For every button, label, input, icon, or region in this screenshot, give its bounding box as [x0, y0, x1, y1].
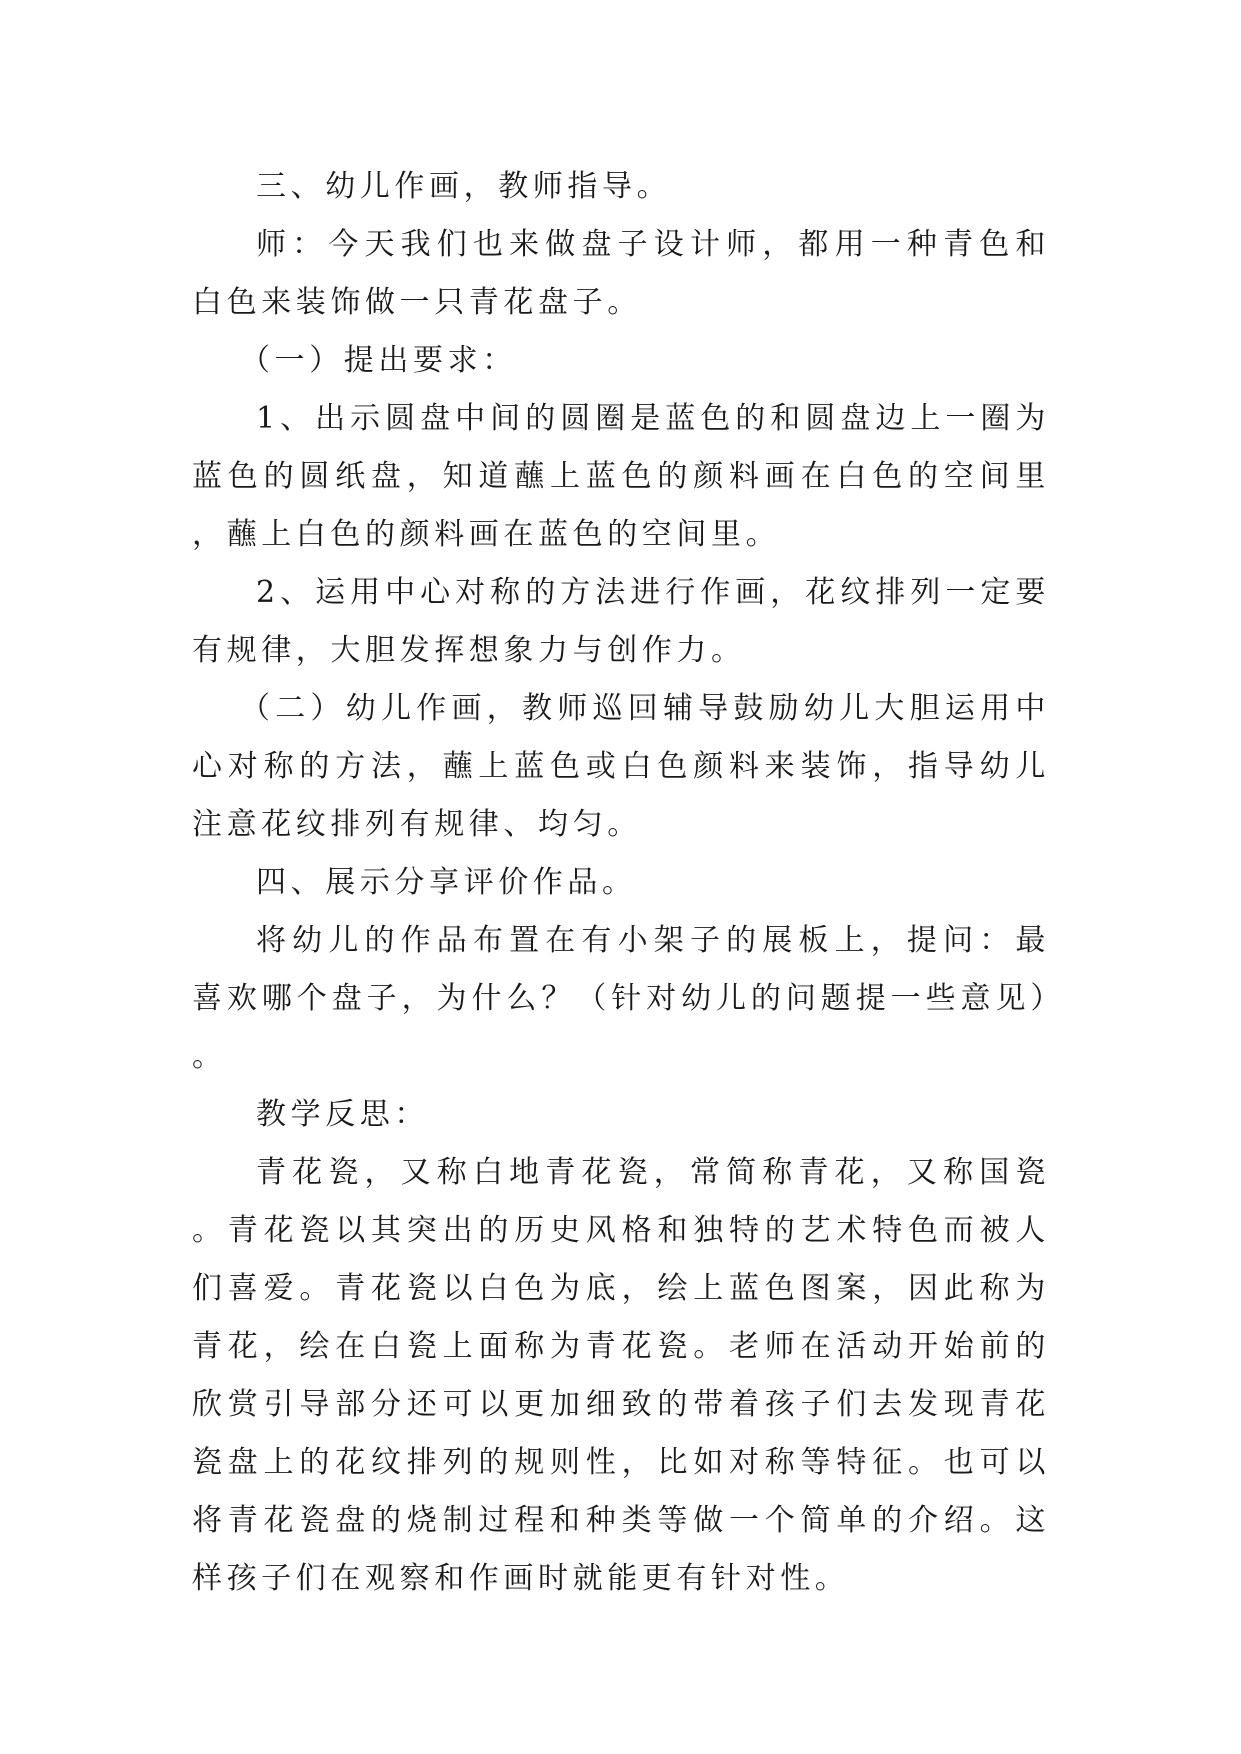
reflection-heading: 教学反思： — [256, 1097, 429, 1132]
paragraph-teacher-intro: 师：今天我们也来做盘子设计师，都用一种青色和白色来装饰做一只青花盘子。 — [192, 227, 1050, 320]
section-heading-3: 三、幼儿作画，教师指导。 — [256, 169, 672, 204]
subheading-children-drawing: （二）幼儿作画，教师巡回辅导鼓励幼儿大胆运用中心对称的方法，蘸上蓝色或白色颜料来装饰，指导幼儿注意花纹排列有规律、均匀。 — [192, 691, 1050, 842]
list-item-2: 2、运用中心对称的方法进行作画，花纹排列一定要有规律，大胆发挥想象力与创作力。 — [192, 575, 1050, 668]
section-heading-4: 四、展示分享评价作品。 — [256, 865, 637, 900]
paragraph-display: 将幼儿的作品布置在有小架子的展板上，提问：最喜欢哪个盘子，为什么？（针对幼儿的问题提一些意见）。 — [192, 923, 1050, 1074]
subheading-requirements: （一）提出要求： — [240, 343, 517, 378]
document-body — [192, 158, 1050, 1608]
list-item-1: 1、出示圆盘中间的圆圈是蓝色的和圆盘边上一圈为蓝色的圆纸盘，知道蘸上蓝色的颜料画在白色的空间里，蘸上白色的颜料画在蓝色的空间里。 — [192, 401, 1050, 552]
paragraph-reflection: 青花瓷，又称白地青花瓷，常简称青花，又称国瓷。青花瓷以其突出的历史风格和独特的艺术特色而被人们喜爱。青花瓷以白色为底，绘上蓝色图案，因此称为青花，绘在白瓷上面称为青花瓷。老师在活动开始前的欣赏引导部分还可以更加细致的带着孩子们去发现青花瓷盘上的花纹排列的规则性，比如对称等特征。也可以将青花瓷盘的烧制过程和种类等做一个简单的介绍。这样孩子们在观察和作画时就能更有针对性。 — [192, 1155, 1050, 1596]
